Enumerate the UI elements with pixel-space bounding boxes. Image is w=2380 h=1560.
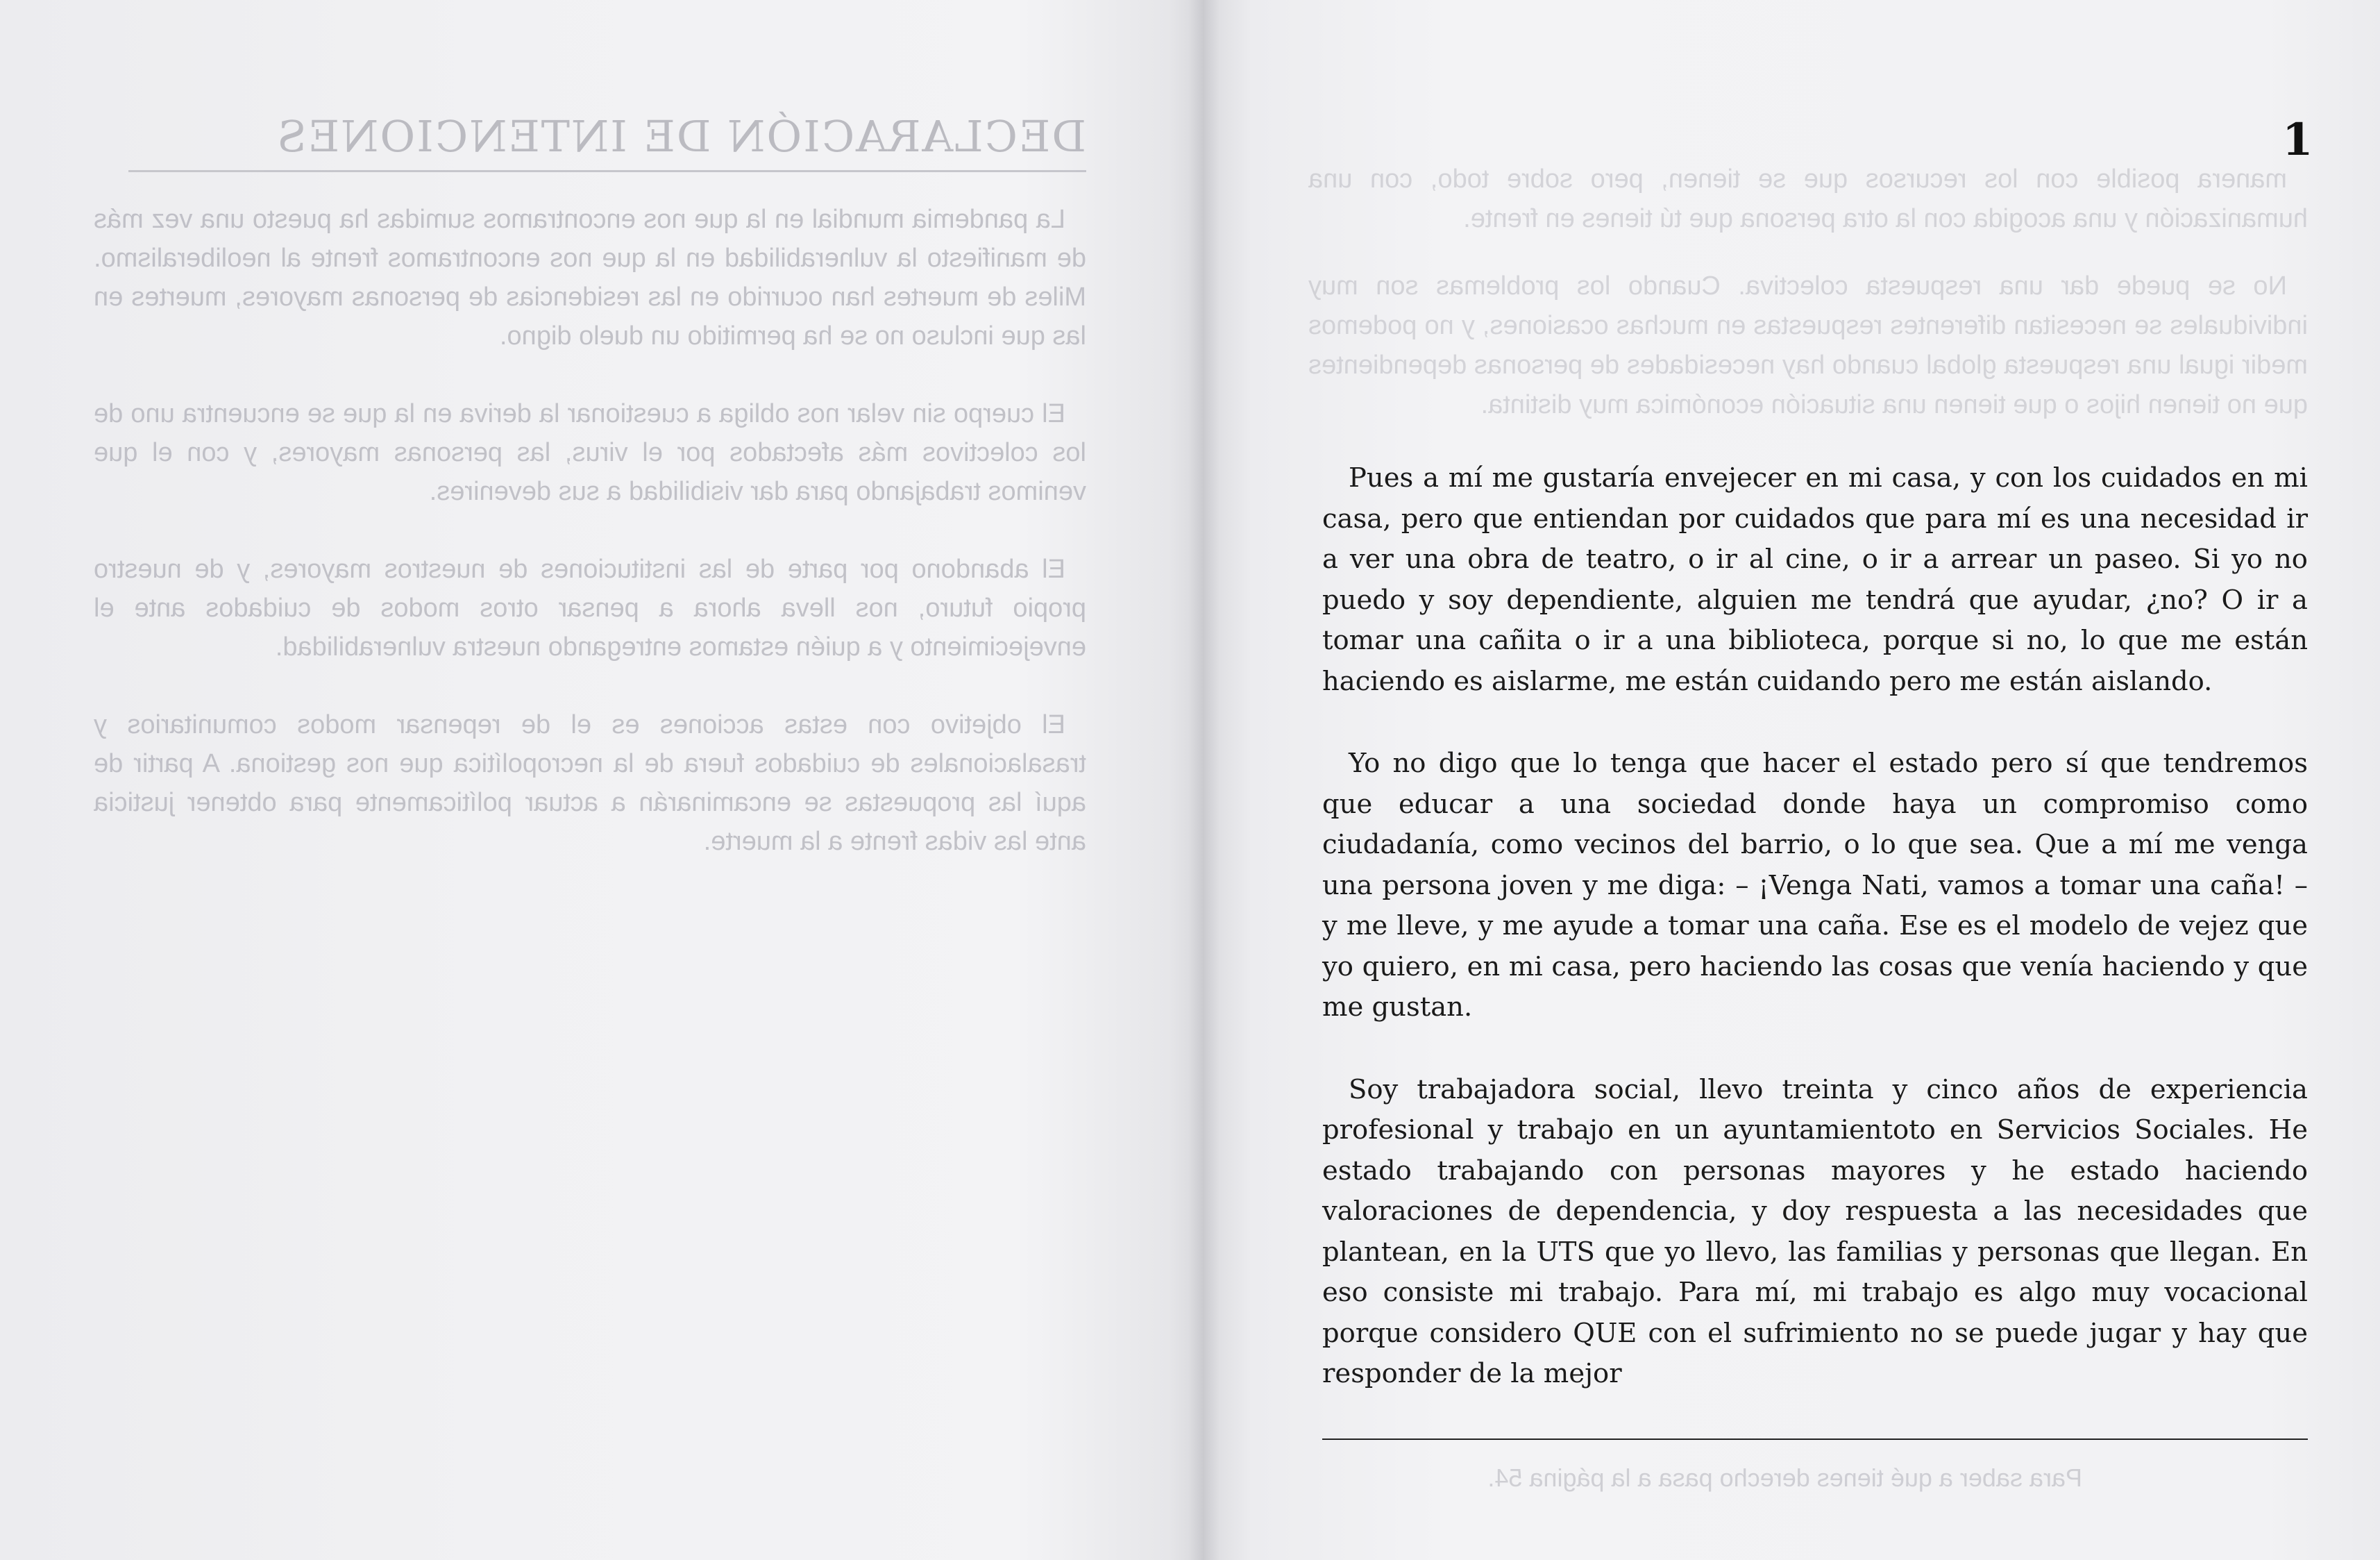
bleed-paragraph: manera posible con los recursos que se tienen, pero sobre todo, con una humanización y una acogida con la otra persona que tú tienes en frente.	[1308, 165, 2308, 233]
bleed-paragraph: El cuerpo sin velar nos obliga a cuestionar la deriva en la que se encuentra uno de los colectivos más afectados por el virus, las personas mayores, y con el que venimos trabajando para dar visibilidad a sus devenires.	[94, 399, 1086, 506]
book-gutter	[1188, 0, 1220, 1560]
right-page-bleed-through	[1308, 160, 2308, 453]
bleed-paragraph: La pandemia mundial en la que nos encontramos sumidas ha puesto una vez más de manifiesto la vulnerabilidad en la que nos encontramos frente al neoliberalismo. Miles de muertes han ocurrido en las residencias de personas mayores, muertes en las que incluso no se ha permitido un duelo digno.	[94, 205, 1086, 351]
paragraph: Soy trabajadora social, llevo treinta y cinco años de experiencia profesional y trabajo en un ayuntamientoto en Servicios Sociales. He estado trabajando con personas mayores y he estado haciendo valoraciones de dependencia, y doy respuesta a las necesidades que plantean, en la UTS que yo llevo, las familias y personas que llegan. En eso consiste mi trabajo. Para mí, mi trabajo es algo muy vocacional porque considero QUE con el sufrimiento no se puede jugar y hay que responder de la mejor	[1322, 1073, 2308, 1389]
footer-rule	[1322, 1439, 2308, 1440]
bleed-paragraph: El objetivo con estas acciones es el de repensar modos comunitarios y trasalacionales de cuidados fuera de la necropolítica que nos gestiona. A partir de aquí las propuestas se encaminarán a actuar políticamente para obtener justicia ante las vidas frente a la muerte.	[94, 710, 1086, 856]
bleed-title: DECLARACIÓN DE INTENCIONES	[276, 111, 1086, 162]
page-number: 1	[2282, 114, 2313, 166]
bleed-title-rule	[128, 170, 1086, 172]
body-text	[1322, 458, 2308, 1395]
left-page-bleed-through	[94, 111, 1086, 900]
paragraph: Yo no digo que lo tenga que hacer el estado pero sí que tendremos que educar a una sociedad donde haya un compromiso como ciudadanía, como vecinos del barrio, o lo que sea. Que a mí me venga una persona joven y me diga: – ¡Venga Nati, vamos a tomar una caña! – y me lleve, y me ayude a tomar una caña. Ese es el modelo de vejez que yo quiero, en mi casa, pero haciendo las cosas que venía haciendo y que me gustan.	[1322, 748, 2308, 1023]
bleed-paragraph: El abandono por parte de las instituciones de nuestros mayores, y de nuestro propio futuro, nos lleva ahora a pensar otros modos de cuidados ante el envejecimiento y a quién estamos entregando nuestra vulnerabilidad.	[94, 555, 1086, 662]
paragraph: Pues a mí me gustaría envejecer en mi casa, y con los cuidados en mi casa, pero que entiendan por cuidados que para mí es una necesidad ir a ver una obra de teatro, o ir al cine, o ir a arrear un paseo. Si yo no puedo y soy dependiente, alguien me tendrá que ayudar, ¿no? O ir a tomar una cañita o ir a una biblioteca, porque si no, lo que me están haciendo es aislarme, me están cuidando pero me están aislando.	[1322, 462, 2308, 697]
bleed-paragraph: No se puede dar una respuesta colectiva. Cuando los problemas son muy individuales se necesitan diferentes respuestas en muchas ocasiones, y no podemos medir igual una respuesta global cuando hay necesidades de personas dependientes que no tienen hijos o que tienen una situación económica muy distinta.	[1308, 271, 2308, 419]
bleed-footer: Para saber a qué tienes derecho pasa a la página 54.	[1487, 1463, 2082, 1492]
